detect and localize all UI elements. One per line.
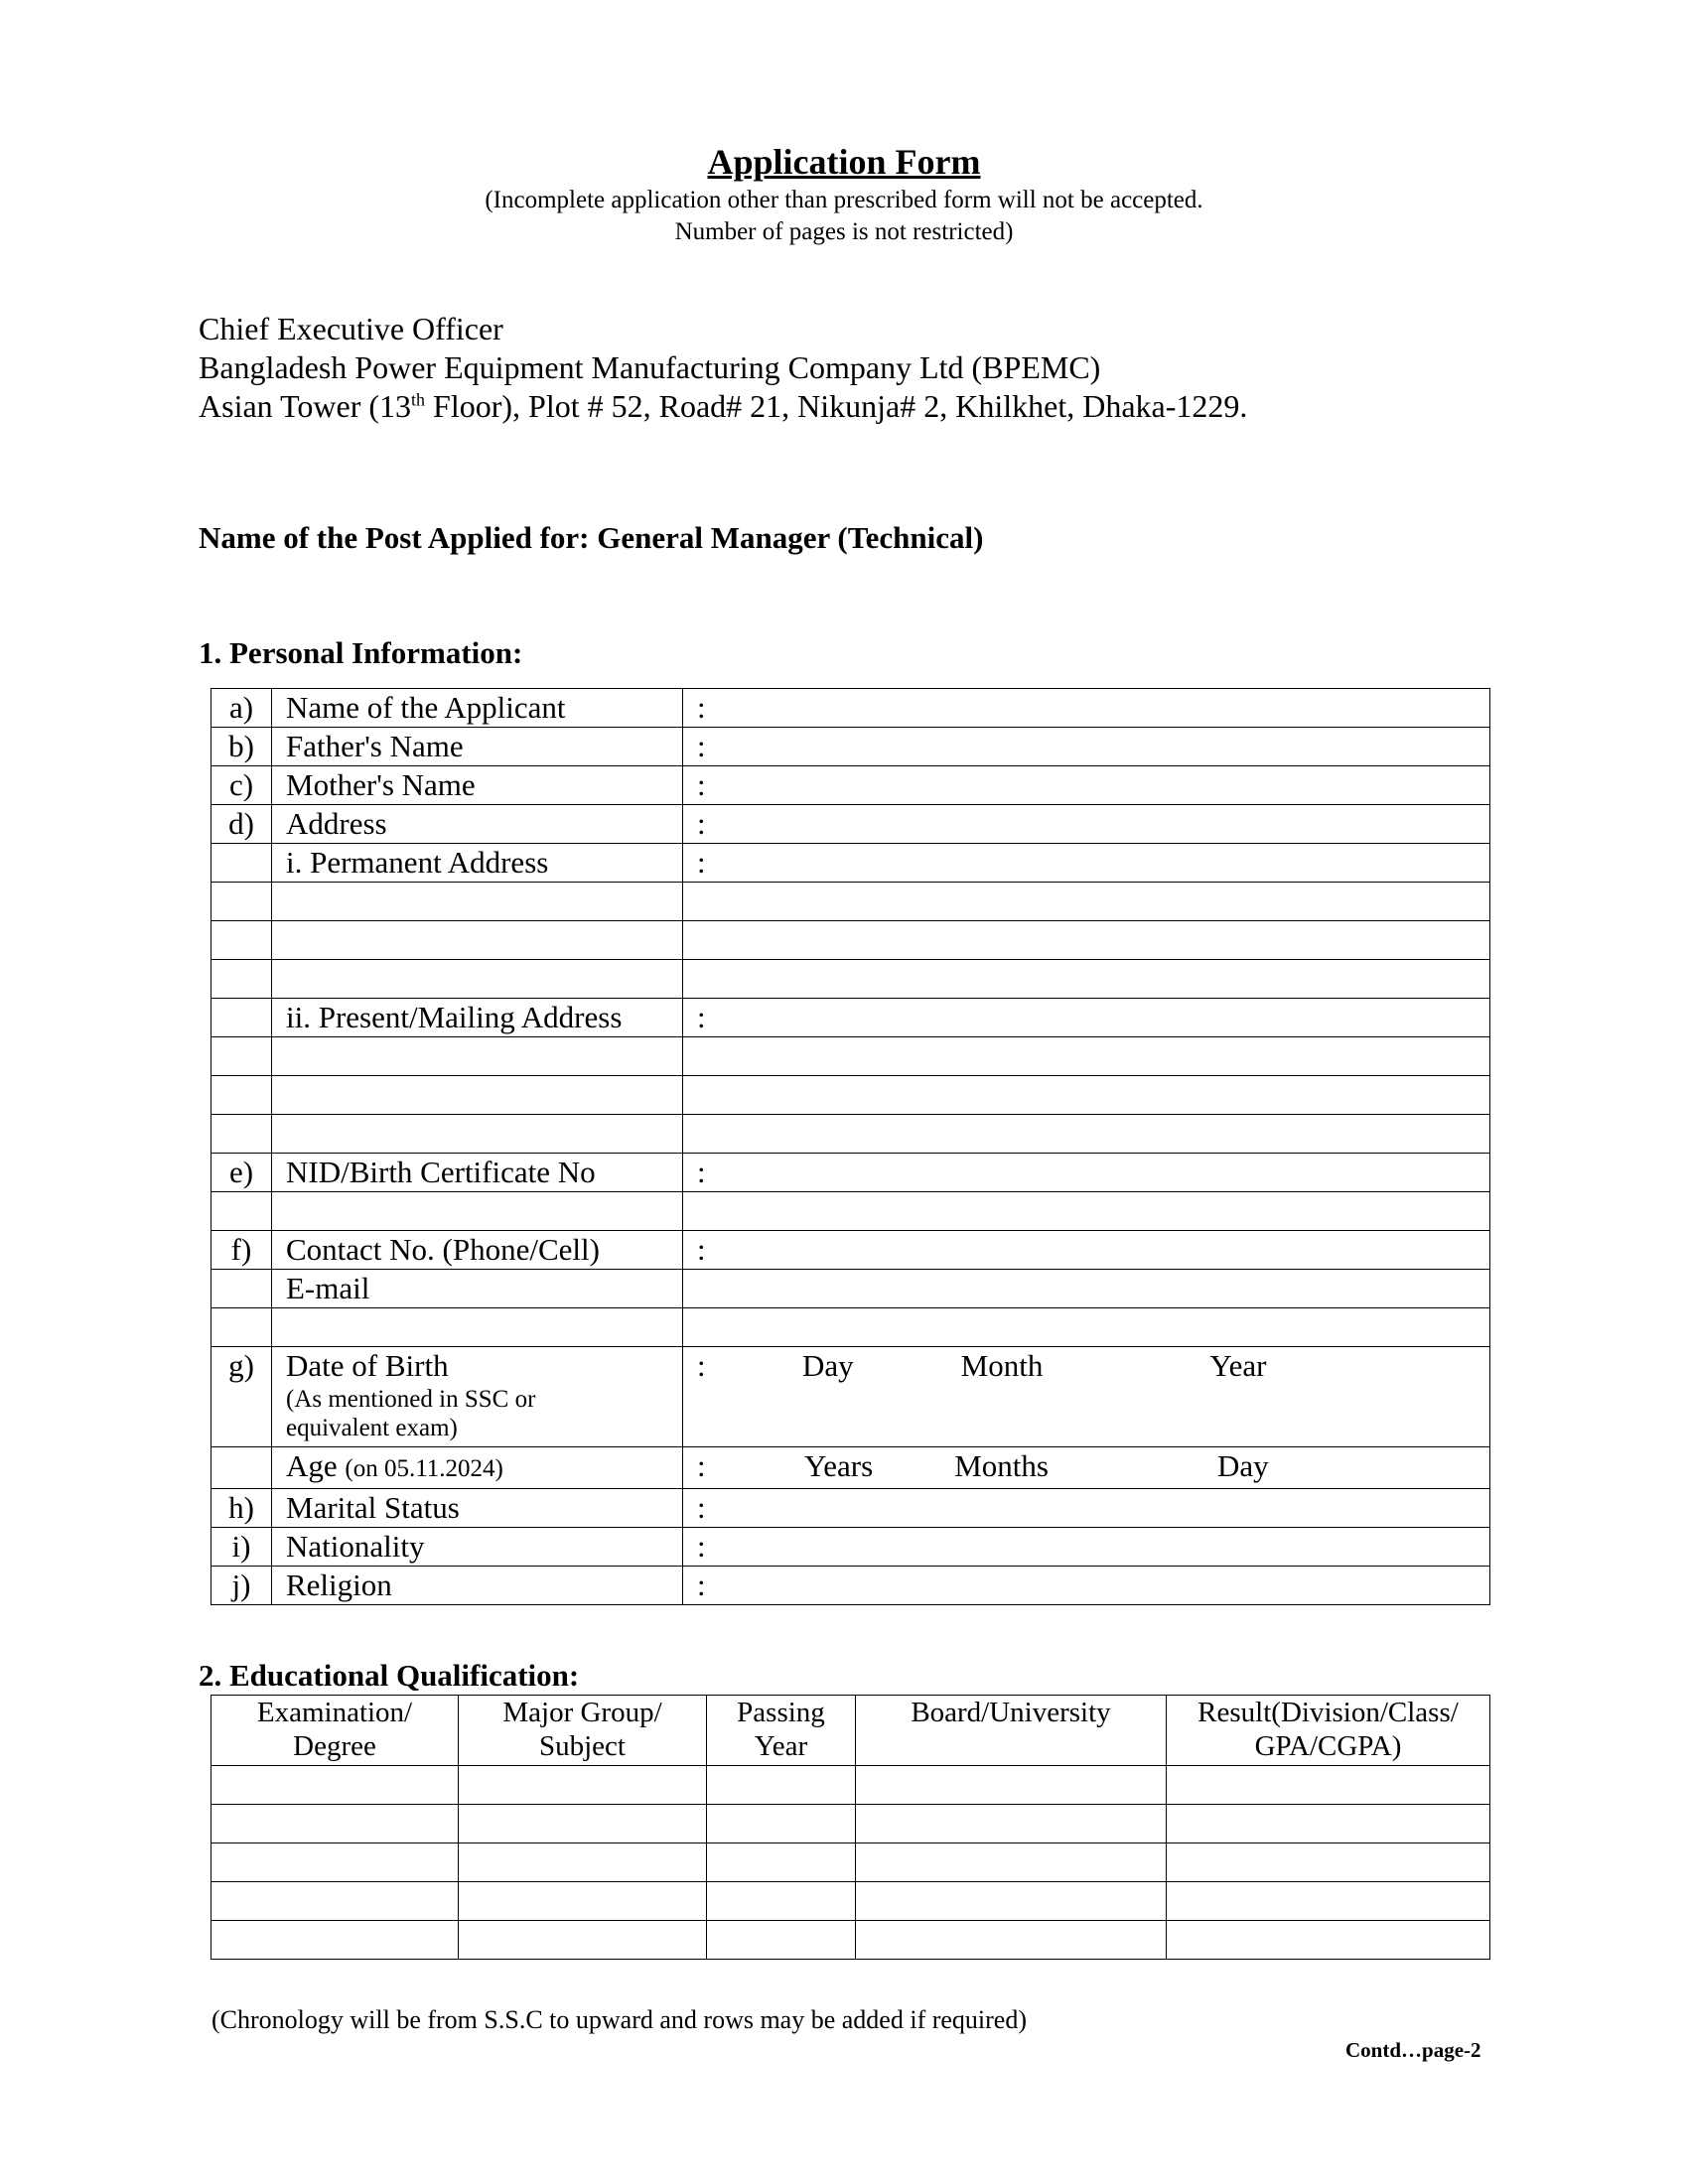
row-index: g) — [211, 1347, 272, 1447]
row-index — [211, 999, 272, 1037]
edu-cell[interactable] — [856, 1921, 1167, 1960]
edu-cell[interactable] — [459, 1805, 707, 1843]
present-address-line-4[interactable] — [683, 1115, 1490, 1154]
edu-cell[interactable] — [707, 1921, 856, 1960]
personal-info-table — [211, 688, 1490, 1605]
address-field[interactable]: : — [683, 805, 1490, 844]
education-row — [211, 1805, 1490, 1843]
permanent-address-line-4[interactable] — [683, 960, 1490, 999]
edu-cell[interactable] — [211, 1843, 459, 1882]
edu-cell[interactable] — [211, 1805, 459, 1843]
row-index: d) — [211, 805, 272, 844]
contact-field[interactable]: : — [683, 1231, 1490, 1270]
permanent-address-line-2[interactable] — [683, 883, 1490, 921]
row-date-of-birth — [211, 1347, 1490, 1447]
field-label — [272, 1447, 683, 1489]
form-subtitle — [0, 185, 1688, 248]
row-blank — [211, 1037, 1490, 1076]
father-name-field[interactable]: : — [683, 728, 1490, 766]
continued-marker: Contd…page-2 — [1345, 2038, 1481, 2062]
chronology-note: (Chronology will be from S.S.C to upward and rows may be added if required) — [211, 2005, 1028, 2034]
nationality-field[interactable]: : — [683, 1528, 1490, 1567]
field-label: Father's Name — [272, 728, 683, 766]
religion-field[interactable]: : — [683, 1567, 1490, 1605]
header-line: Year — [754, 1730, 808, 1762]
applicant-name-field[interactable]: : — [683, 689, 1490, 728]
edu-cell[interactable] — [459, 1843, 707, 1882]
education-row — [211, 1766, 1490, 1805]
row-blank — [211, 1076, 1490, 1115]
location-superscript: th — [411, 389, 426, 410]
row-index: j) — [211, 1567, 272, 1605]
row-applicant-name — [211, 689, 1490, 728]
edu-cell[interactable] — [459, 1921, 707, 1960]
field-label — [272, 921, 683, 960]
personal-info-heading: 1. Personal Information: — [199, 635, 523, 670]
age-day-label: Day — [1216, 1448, 1269, 1483]
edu-cell[interactable] — [211, 1921, 459, 1960]
edu-cell[interactable] — [707, 1805, 856, 1843]
edu-cell[interactable] — [856, 1766, 1167, 1805]
nid-field-line-2[interactable] — [683, 1192, 1490, 1231]
field-label: Religion — [272, 1567, 683, 1605]
edu-cell[interactable] — [707, 1843, 856, 1882]
education-table — [211, 1695, 1490, 1960]
col-header-subject — [459, 1696, 707, 1766]
nid-field[interactable]: : — [683, 1154, 1490, 1192]
age-note: (on 05.11.2024) — [345, 1455, 503, 1482]
row-index — [211, 844, 272, 883]
mother-name-field[interactable]: : — [683, 766, 1490, 805]
row-blank — [211, 1308, 1490, 1347]
field-label: Contact No. (Phone/Cell) — [272, 1231, 683, 1270]
edu-cell[interactable] — [459, 1882, 707, 1921]
field-label: ii. Present/Mailing Address — [272, 999, 683, 1037]
row-present-address — [211, 999, 1490, 1037]
age-field[interactable] — [683, 1447, 1490, 1489]
edu-cell[interactable] — [856, 1882, 1167, 1921]
dob-year-label: Year — [1209, 1348, 1267, 1383]
header-line: Passing — [737, 1697, 825, 1728]
row-address — [211, 805, 1490, 844]
header-line: GPA/CGPA) — [1254, 1730, 1402, 1762]
row-index — [211, 1076, 272, 1115]
row-index: i) — [211, 1528, 272, 1567]
edu-cell[interactable] — [211, 1882, 459, 1921]
post-applied-for: Name of the Post Applied for: General Manager (Technical) — [199, 520, 984, 555]
field-label: Marital Status — [272, 1489, 683, 1528]
edu-cell[interactable] — [1167, 1805, 1490, 1843]
email-field[interactable] — [683, 1270, 1490, 1308]
edu-cell[interactable] — [856, 1805, 1167, 1843]
education-row — [211, 1921, 1490, 1960]
row-permanent-address — [211, 844, 1490, 883]
education-header-row — [211, 1696, 1490, 1766]
row-index: a) — [211, 689, 272, 728]
location-part-2: Floor), Plot # 52, Road# 21, Nikunja# 2, Khilkhet, Dhaka-1229. — [425, 388, 1248, 424]
field-label: Name of the Applicant — [272, 689, 683, 728]
col-header-board — [856, 1696, 1167, 1766]
edu-cell[interactable] — [459, 1766, 707, 1805]
edu-cell[interactable] — [707, 1882, 856, 1921]
dob-month-label: Month — [960, 1348, 1044, 1383]
row-index: b) — [211, 728, 272, 766]
row-index — [211, 921, 272, 960]
present-address-field[interactable]: : — [683, 999, 1490, 1037]
education-row — [211, 1882, 1490, 1921]
field-label: i. Permanent Address — [272, 844, 683, 883]
row-index: h) — [211, 1489, 272, 1528]
col-header-result — [1167, 1696, 1490, 1766]
row-index — [211, 1115, 272, 1154]
location-part-1: Asian Tower (13 — [199, 388, 412, 424]
edu-cell[interactable] — [1167, 1843, 1490, 1882]
edu-cell[interactable] — [1167, 1766, 1490, 1805]
field-label — [272, 1076, 683, 1115]
field-label — [272, 1308, 683, 1347]
row-index — [211, 1447, 272, 1489]
field-label: Nationality — [272, 1528, 683, 1567]
row-age — [211, 1447, 1490, 1489]
subtitle-line-2: Number of pages is not restricted) — [674, 218, 1014, 245]
row-blank — [211, 883, 1490, 921]
age-months-label: Months — [954, 1448, 1049, 1483]
row-marital-status — [211, 1489, 1490, 1528]
header-line: Subject — [539, 1730, 626, 1762]
edu-cell[interactable] — [707, 1766, 856, 1805]
col-header-exam — [211, 1696, 459, 1766]
dob-day-label: Day — [802, 1348, 854, 1383]
recipient-company: Bangladesh Power Equipment Manufacturing Company Ltd (BPEMC) — [199, 349, 1101, 385]
education-row — [211, 1843, 1490, 1882]
row-nid — [211, 1154, 1490, 1192]
header-line: Result(Division/Class/ — [1197, 1697, 1459, 1728]
edu-cell[interactable] — [1167, 1921, 1490, 1960]
field-label — [272, 883, 683, 921]
col-header-year — [707, 1696, 856, 1766]
colon: : — [697, 1348, 706, 1383]
row-blank — [211, 921, 1490, 960]
field-label — [272, 1115, 683, 1154]
recipient-address — [199, 310, 1247, 426]
recipient-title: Chief Executive Officer — [199, 311, 503, 346]
row-email — [211, 1270, 1490, 1308]
row-blank — [211, 960, 1490, 999]
field-label — [272, 1037, 683, 1076]
colon: : — [697, 1448, 706, 1483]
field-label — [272, 960, 683, 999]
recipient-location — [199, 387, 1247, 426]
row-index — [211, 960, 272, 999]
row-index — [211, 883, 272, 921]
row-contact — [211, 1231, 1490, 1270]
permanent-address-line-3[interactable] — [683, 921, 1490, 960]
row-index: e) — [211, 1154, 272, 1192]
dob-note-line-2: equivalent exam) — [286, 1415, 458, 1441]
row-mother-name — [211, 766, 1490, 805]
form-title: Application Form — [707, 142, 981, 182]
row-blank — [211, 1115, 1490, 1154]
dob-label: Date of Birth — [286, 1348, 449, 1383]
row-index — [211, 1270, 272, 1308]
field-label — [272, 1192, 683, 1231]
row-index — [211, 1037, 272, 1076]
header-line: Major Group/ — [502, 1697, 662, 1728]
age-years-label: Years — [804, 1448, 874, 1483]
present-address-line-2[interactable] — [683, 1037, 1490, 1076]
permanent-address-field[interactable]: : — [683, 844, 1490, 883]
edu-cell[interactable] — [1167, 1882, 1490, 1921]
present-address-line-3[interactable] — [683, 1076, 1490, 1115]
edu-cell[interactable] — [211, 1766, 459, 1805]
field-label: Mother's Name — [272, 766, 683, 805]
row-father-name — [211, 728, 1490, 766]
field-label — [272, 1347, 683, 1447]
dob-note-line-1: (As mentioned in SSC or — [286, 1386, 536, 1413]
row-religion — [211, 1567, 1490, 1605]
field-label: Address — [272, 805, 683, 844]
header-line: Examination/ — [256, 1697, 413, 1728]
field-label: E-mail — [272, 1270, 683, 1308]
row-index — [211, 1308, 272, 1347]
row-blank — [211, 1192, 1490, 1231]
row-index — [211, 1192, 272, 1231]
marital-status-field[interactable]: : — [683, 1489, 1490, 1528]
row-index: f) — [211, 1231, 272, 1270]
edu-cell[interactable] — [856, 1843, 1167, 1882]
dob-field[interactable] — [683, 1347, 1490, 1447]
education-heading: 2. Educational Qualification: — [199, 1658, 580, 1693]
header-line: Degree — [293, 1730, 376, 1762]
age-label: Age — [286, 1448, 338, 1483]
field-label: NID/Birth Certificate No — [272, 1154, 683, 1192]
row-index: c) — [211, 766, 272, 805]
header-line: Board/University — [911, 1697, 1111, 1728]
subtitle-line-1: (Incomplete application other than prescribed form will not be accepted. — [485, 187, 1203, 213]
email-field-line-2[interactable] — [683, 1308, 1490, 1347]
row-nationality — [211, 1528, 1490, 1567]
